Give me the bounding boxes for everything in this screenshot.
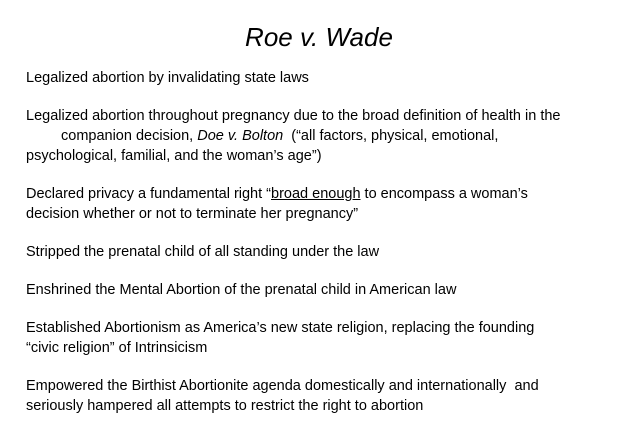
point-agenda <box>26 376 626 416</box>
point-text: Established Abortionism as America’s new state religion, replacing the founding <box>26 320 535 336</box>
point-invalidating-state-laws <box>26 68 626 88</box>
point-text: to encompass a woman’s <box>360 186 528 202</box>
point-text: (“all factors, physical, emotional, <box>283 128 499 144</box>
point-text: decision whether or not to terminate her pregnancy” <box>26 206 359 222</box>
point-text: Empowered the Birthist Abortionite agenda domestically and internationally and <box>26 378 539 394</box>
point-privacy-right <box>26 184 626 224</box>
point-text: seriously hampered all attempts to restrict the right to abortion <box>26 398 424 414</box>
point-text: Legalized abortion by invalidating state laws <box>26 70 309 86</box>
point-text: “civic religion” of Intrinsicism <box>26 340 208 356</box>
slide-body <box>26 68 626 434</box>
slide-title: Roe v. Wade <box>245 22 393 52</box>
point-indent <box>26 126 498 146</box>
point-text: Stripped the prenatal child of all standing under the law <box>26 244 380 260</box>
point-throughout-pregnancy <box>26 106 626 166</box>
point-text: companion decision, <box>61 128 198 144</box>
point-text: psychological, familial, and the woman’s age”) <box>26 148 322 164</box>
case-name: Doe v. Bolton <box>197 128 284 144</box>
point-mental-abortion <box>26 280 626 300</box>
point-text: Enshrined the Mental Abortion of the prenatal child in American law <box>26 282 457 298</box>
point-prenatal-standing <box>26 242 626 262</box>
underlined-phrase: broad enough <box>271 186 361 202</box>
point-state-religion <box>26 318 626 358</box>
point-text: Legalized abortion throughout pregnancy due to the broad definition of health in the <box>26 108 561 124</box>
point-text: Declared privacy a fundamental right “ <box>26 186 272 202</box>
